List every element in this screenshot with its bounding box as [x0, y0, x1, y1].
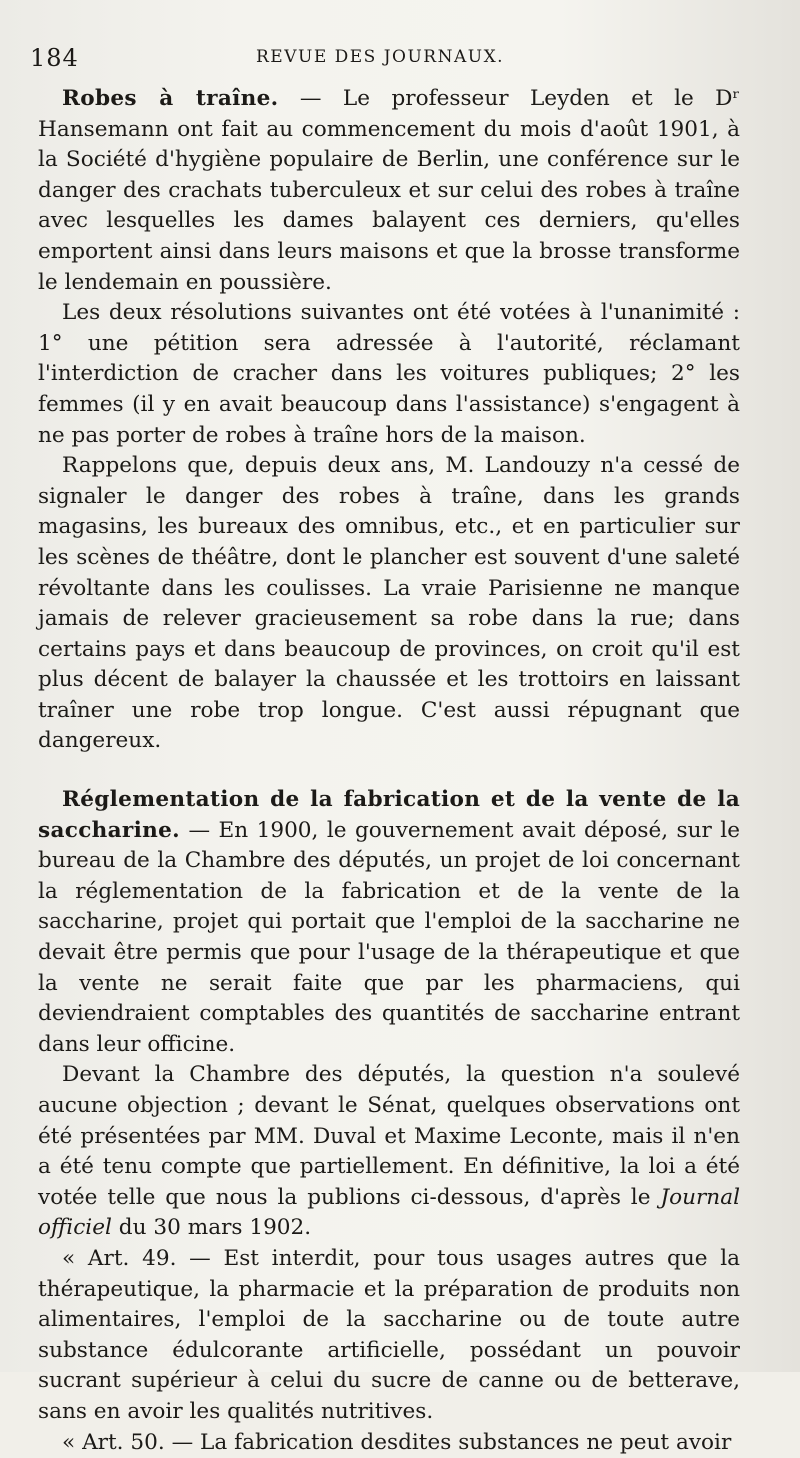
article-50: « Art. 50. — La fabrication desdites substances ne peut avoir: [62, 1429, 732, 1455]
paragraph: Devant la Chambre des députés, la question n'a soulevé aucune objection ; devant le Sénat, quelques observations ont été présentées par MM. Duval et Maxime Leconte, mais il n'en a été tenu compte que partiellement. En définitive, la loi a été votée telle que nous la publions ci-dessous, d'après le Journal officiel du 30 mars 1902.: [38, 1062, 740, 1241]
page-body: [38, 84, 740, 1458]
paragraph: Robes à traîne. — Le professeur Leyden et le Dʳ Hansemann ont fait au commencement du mois d'août 1901, à la Société d'hygiène populaire de Berlin, une conférence sur le danger des crachats tuberculeux et sur celui des robes à traîne avec lesquelles les dames balayent ces derniers, qu'elles emportent ainsi dans leurs maisons et que la brosse transforme le lendemain en poussière.: [38, 86, 740, 295]
page-header: [30, 44, 760, 74]
paragraph: Rappelons que, depuis deux ans, M. Landouzy n'a cessé de signaler le danger des robes à traîne, dans les grands magasins, les bureaux des omnibus, etc., et en particulier sur les scènes de théâtre, dont le plancher est souvent d'une saleté révoltante dans les coulisses. La vraie Parisienne ne manque jamais de relever gracieusement sa robe dans la rue; dans certains pays et dans beaucoup de provinces, on croit qu'il est plus décent de balayer la chaussée et les trottoirs en laissant traîner une robe trop longue. C'est aussi répugnant que dangereux.: [38, 453, 740, 754]
journal-title: Journal officiel: [38, 1184, 740, 1241]
paragraph: Réglementation de la fabrication et de la vente de la saccharine. — En 1900, le gouvernement avait déposé, sur le bureau de la Chambre des députés, un projet de loi concernant la réglementation de la fabrication et de la vente de la saccharine, projet qui portait que l'emploi de la saccharine ne devait être permis que pour l'usage de la thérapeutique et que la vente ne serait faite que par les pharmaciens, qui deviendraient comptables des quantités de saccharine entrant dans leur officine.: [38, 787, 740, 1057]
running-head: REVUE DES JOURNAUX.: [256, 47, 505, 67]
section-gap: [38, 757, 740, 785]
section-title-saccharine: Réglementation de la fabrication et de la vente de la saccharine.: [38, 787, 740, 843]
section-title-robes: Robes à traîne.: [62, 86, 279, 111]
paragraph: Les deux résolutions suivantes ont été votées à l'unanimité : 1° une pétition sera adressée à l'autorité, réclamant l'interdiction de cracher dans les voitures publiques; 2° les femmes (il y en avait beaucoup dans l'assistance) s'engagent à ne pas porter de robes à traîne hors de la maison.: [38, 300, 740, 448]
page-number: 184: [30, 44, 79, 72]
article-49: « Art. 49. — Est interdit, pour tous usages autres que la thérapeutique, la pharmacie et la préparation de produits non alimentaires, l'emploi de la saccharine ou de toute autre substance édulcorante artificielle, possédant un pouvoir sucrant supérieur à celui du sucre de canne ou de betterave, sans en avoir les qualités nutritives.: [38, 1245, 740, 1424]
